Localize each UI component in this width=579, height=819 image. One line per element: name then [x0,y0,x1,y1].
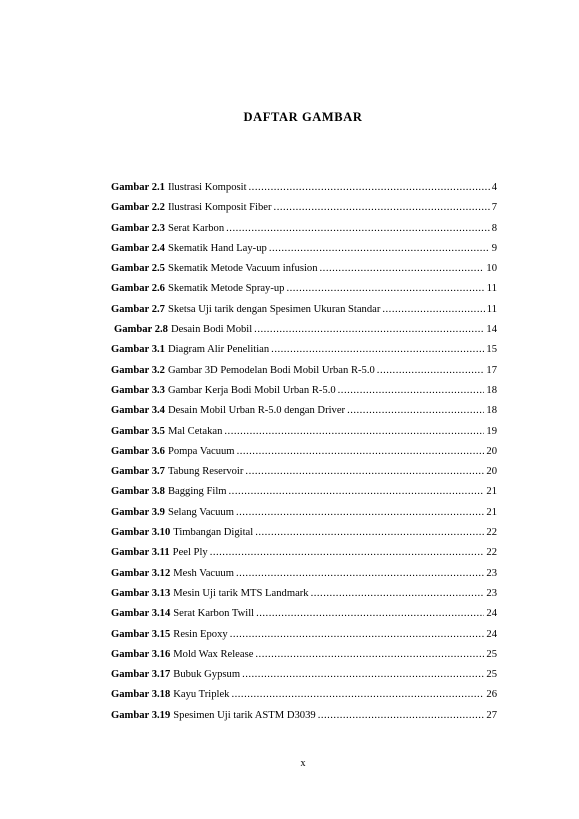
figure-entry [111,344,497,364]
figure-entry [111,568,497,588]
figure-page: 24 [486,608,497,620]
figure-caption: Skematik Metode Vacuum infusion [167,263,318,275]
figure-caption: Timbangan Digital [173,527,254,539]
dot-leader [256,608,484,619]
figure-page: 7 [491,202,497,214]
figure-label: Gambar 3.4 [111,405,165,417]
figure-entry [111,223,497,243]
figure-label: Gambar 2.6 [111,283,165,295]
figure-caption: Mesh Vacuum [173,567,234,579]
figure-caption: Resin Epoxy [173,628,228,640]
dot-leader [311,588,485,599]
figure-entry [111,243,497,263]
dot-leader [237,446,485,457]
figure-page: 26 [486,689,497,701]
figure-caption: Skematik Metode Spray-up [167,283,285,295]
figure-caption: Diagram Alir Penelitian [167,344,270,356]
figure-label: Gambar 3.14 [111,608,171,620]
dot-leader [236,568,484,579]
figure-page: 11 [486,283,497,295]
dot-leader [236,507,484,518]
figure-page: 27 [486,709,497,721]
figure-caption: Bagging Film [167,486,227,498]
figure-caption: Skematik Hand Lay-up [167,242,267,254]
figure-caption: Mal Cetakan [167,425,223,437]
figure-caption: Spesimen Uji tarik ASTM D3039 [173,709,316,721]
figure-entry [111,507,497,527]
figure-page: 18 [486,405,497,417]
figure-entry [111,385,497,405]
figure-page: 14 [486,324,497,336]
dot-leader [318,710,485,721]
dot-leader [254,324,484,335]
dot-leader [255,649,484,660]
figure-label: Gambar 3.18 [111,689,171,701]
figure-entry [111,405,497,425]
figure-label: Gambar 3.6 [111,445,165,457]
dot-leader [382,304,484,315]
dot-leader [229,486,485,497]
figure-label: Gambar 3.12 [111,567,171,579]
figure-page: 22 [486,547,497,559]
figure-caption: Sketsa Uji tarik dengan Spesimen Ukuran Standar [167,303,381,315]
figure-page: 11 [486,303,497,315]
figure-page: 9 [491,242,497,254]
dot-leader [269,243,490,254]
figure-label: Gambar 3.11 [111,547,170,559]
figure-entry [111,365,497,385]
figure-caption: Desain Bodi Mobil [170,324,253,336]
figure-label: Gambar 2.7 [111,303,165,315]
figure-label: Gambar 3.8 [111,486,165,498]
figure-caption: Ilustrasi Komposit [167,182,247,193]
dot-leader [226,223,490,234]
figure-label: Gambar 3.5 [111,425,165,437]
page-number: x [300,758,306,769]
figure-label: Gambar 2.2 [111,202,165,214]
figure-label: Gambar 2.3 [111,222,165,234]
figure-page: 20 [486,445,497,457]
dot-leader [347,405,484,416]
figure-page: 23 [486,567,497,579]
figure-label: Gambar 2.1 [111,182,165,193]
figure-caption: Ilustrasi Komposit Fiber [167,202,272,214]
dot-leader [231,689,484,700]
figure-entry [111,426,497,446]
figure-label: Gambar 3.19 [111,709,171,721]
figure-caption: Desain Mobil Urban R-5.0 dengan Driver [167,405,346,417]
figure-entry [111,649,497,669]
figure-page: 23 [486,587,497,599]
figure-label: Gambar 3.1 [111,344,165,356]
dot-leader [242,669,484,680]
figure-caption: Serat Karbon Twill [173,608,255,620]
dot-leader [274,202,490,213]
figure-page: 20 [486,466,497,478]
dot-leader [255,527,484,538]
dot-leader [338,385,485,396]
figure-label: Gambar 2.4 [111,242,165,254]
figure-page: 15 [486,344,497,356]
figure-entry [111,710,497,730]
figure-entry [111,669,497,689]
figure-label: Gambar 3.9 [111,506,165,518]
figure-label: Gambar 2.5 [111,263,165,275]
figure-page: 19 [486,425,497,437]
figure-caption: Gambar 3D Pemodelan Bodi Mobil Urban R-5.0 [167,364,375,376]
dot-leader [271,344,484,355]
figure-entry [111,324,497,344]
figure-page: 22 [486,527,497,539]
figure-page: 25 [486,669,497,681]
figure-label: Gambar 3.10 [111,527,171,539]
dot-leader [210,547,485,558]
figure-entry [111,527,497,547]
figure-page: 4 [491,182,497,193]
figure-page: 8 [491,222,497,234]
figure-entry [111,283,497,303]
figure-label: Gambar 3.16 [111,648,171,660]
figure-label: Gambar 3.13 [111,587,171,599]
figure-entry [111,304,497,324]
figure-label: Gambar 3.7 [111,466,165,478]
figure-page: 21 [486,486,497,498]
dot-leader [245,466,484,477]
dot-leader [230,629,485,640]
figure-page: 10 [486,263,497,275]
figure-label: Gambar 2.8 [114,324,168,336]
figure-entry [111,547,497,567]
figure-page: 21 [486,506,497,518]
figure-caption: Tabung Reservoir [167,466,244,478]
figure-caption: Mold Wax Release [173,648,254,660]
figure-entry [111,202,497,222]
figure-entry [111,629,497,649]
figure-entry [111,689,497,709]
dot-leader [249,182,490,193]
figure-entry [111,466,497,486]
figure-caption: Serat Karbon [167,222,225,234]
figure-entry [111,608,497,628]
figure-page: 24 [486,628,497,640]
figure-caption: Kayu Triplek [173,689,230,701]
figure-caption: Mesin Uji tarik MTS Landmark [173,587,309,599]
figure-page: 18 [486,384,497,396]
figure-entry [111,486,497,506]
figure-page: 17 [486,364,497,376]
figure-entry [111,263,497,283]
figure-caption: Gambar Kerja Bodi Mobil Urban R-5.0 [167,384,336,396]
page-title: DAFTAR GAMBAR [243,110,363,124]
dot-leader [224,426,484,437]
dot-leader [320,263,485,274]
figure-caption: Selang Vacuum [167,506,234,518]
figure-caption: Pompa Vacuum [167,445,235,457]
figure-label: Gambar 3.3 [111,384,165,396]
figure-entry [111,588,497,608]
dot-leader [286,283,484,294]
figure-entry [111,182,497,202]
figure-label: Gambar 3.2 [111,364,165,376]
figure-caption: Peel Ply [172,547,208,559]
figure-label: Gambar 3.17 [111,669,171,681]
dot-leader [377,365,485,376]
figure-label: Gambar 3.15 [111,628,171,640]
figure-entry [111,446,497,466]
figure-page: 25 [486,648,497,660]
figure-list [111,182,497,730]
figure-caption: Bubuk Gypsum [173,669,241,681]
